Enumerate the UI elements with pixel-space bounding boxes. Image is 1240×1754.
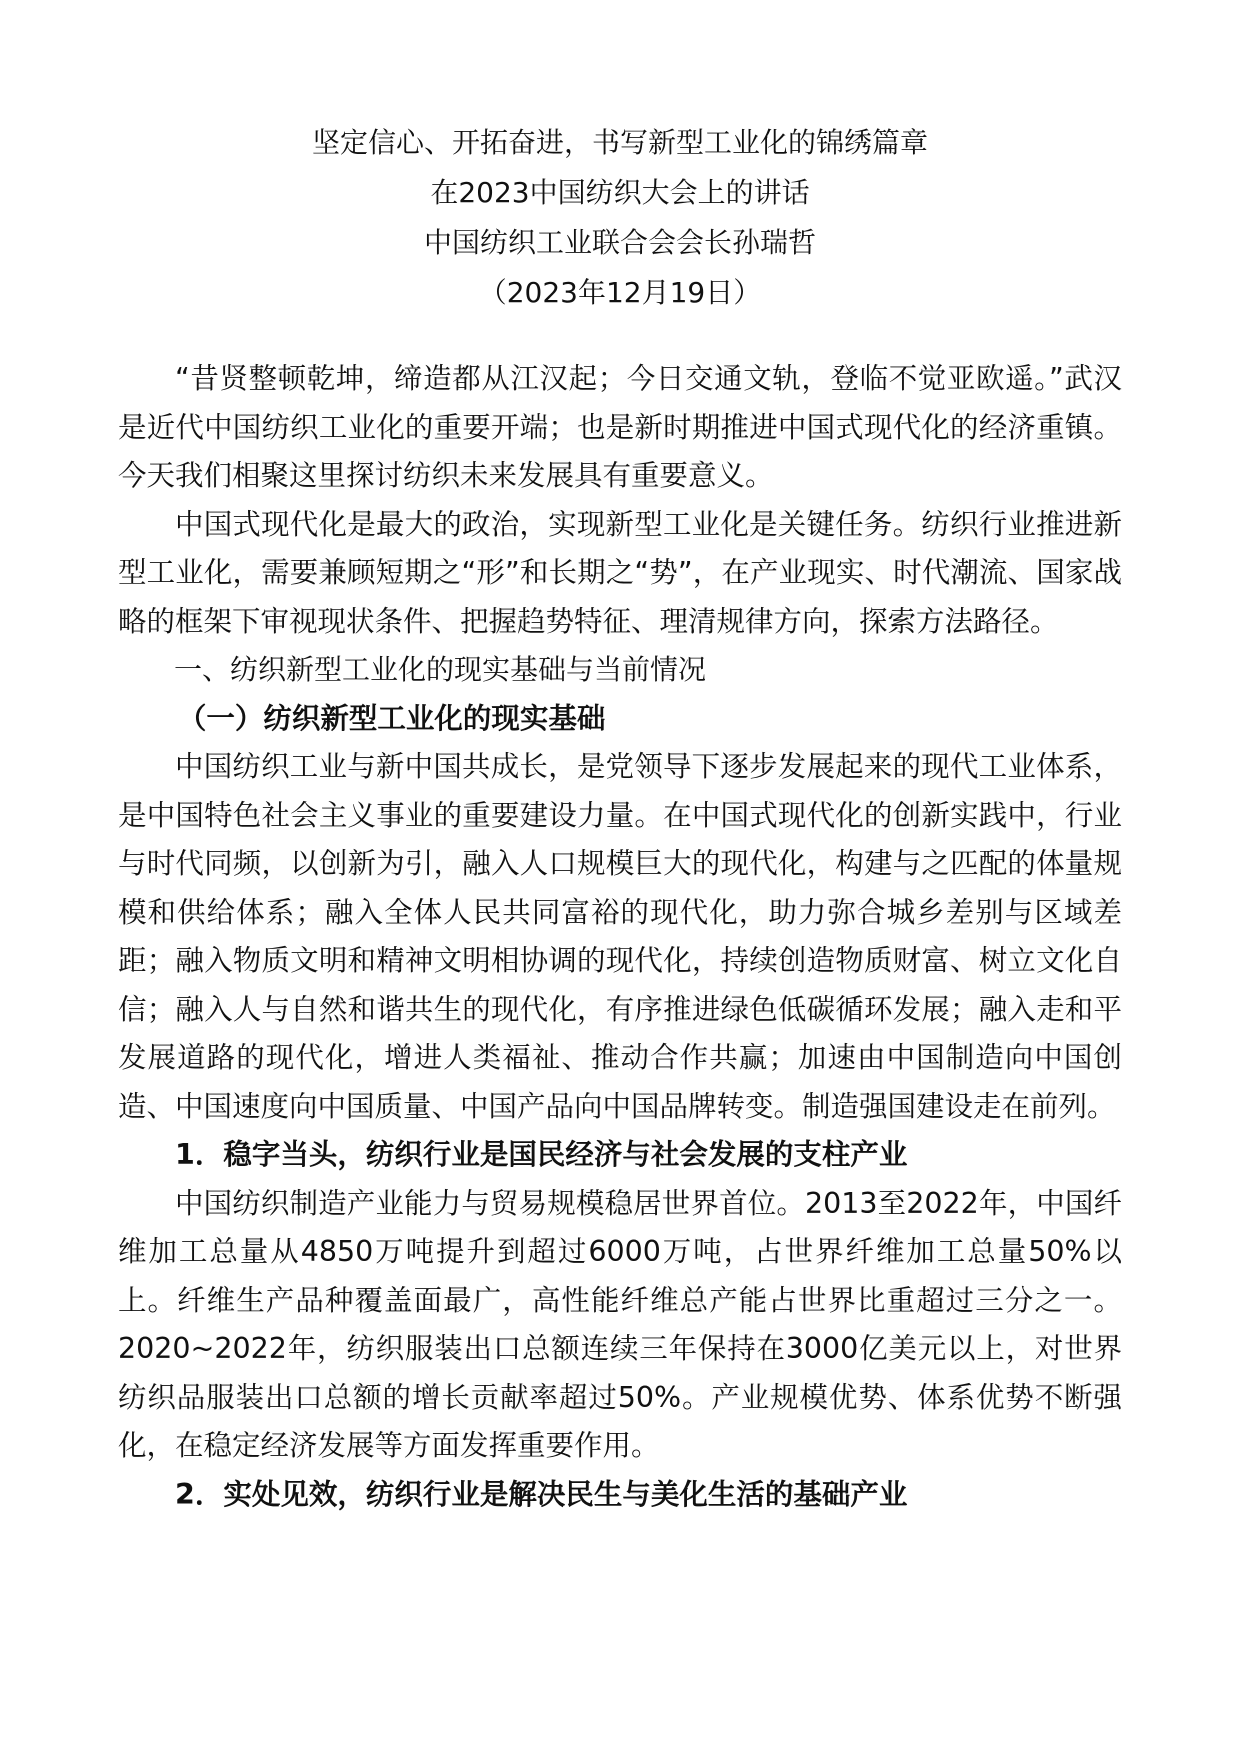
speaker-line: 中国纺织工业联合会会长孙瑞哲: [423, 226, 816, 259]
paragraph-intro: “昔贤整顿乾坤，缔造都从江汉起；今日交通文轨，登临不觉亚欧遥。”武汉是近代中国纺织工业化的重要开端；也是新时期推进中国式现代化的经济重镇。今天我们相聚这里探讨纺织未来发展具有重要意义。: [118, 362, 1122, 492]
document-subtitle: 在2023中国纺织大会上的讲话: [430, 176, 810, 209]
date-line: （2023年12月19日）: [478, 276, 762, 309]
section-heading-1: 一、纺织新型工业化的现实基础与当前情况: [174, 653, 707, 686]
paragraph-scale: 中国纺织制造产业能力与贸易规模稳居世界首位。2013至2022年，中国纤维加工总量从4850万吨提升到超过6000万吨，占世界纤维加工总量50%以上。纤维生产品种覆盖面最广，高性能纤维总产能占世界比重超过三分之一。2020~2022年，纺织服装出口总额连续三年保持在3000亿美元以上，对世界纺织品服装出口总额的增长贡献率超过50%。产业规模优势、体系优势不断强化，在稳定经济发展等方面发挥重要作用。: [118, 1186, 1122, 1462]
paragraph-foundation: 中国纺织工业与新中国共成长，是党领导下逐步发展起来的现代工业体系，是中国特色社会主义事业的重要建设力量。在中国式现代化的创新实践中，行业与时代同频，以创新为引，融入人口规模巨大的现代化，构建与之匹配的体量规模和供给体系；融入全体人民共同富裕的现代化，助力弥合城乡差别与区域差距；融入物质文明和精神文明相协调的现代化，持续创造物质财富、树立文化自信；融入人与自然和谐共生的现代化，有序推进绿色低碳循环发展；融入走和平发展道路的现代化，增进人类福祉、推动合作共赢；加速由中国制造向中国创造、中国速度向中国质量、中国产品向中国品牌转变。制造强国建设走在前列。: [118, 750, 1122, 1123]
paragraph-modernization: 中国式现代化是最大的政治，实现新型工业化是关键任务。纺织行业推进新型工业化，需要兼顾短期之“形”和长期之“势”，在产业现实、时代潮流、国家战略的框架下审视现状条件、把握趋势特征、理清规律方向，探索方法路径。: [118, 507, 1122, 638]
document-body: [118, 355, 1122, 1519]
subsection-heading-1: （一）纺织新型工业化的现实基础: [177, 701, 606, 735]
point-heading-2: 2．实处见效，纺织行业是解决民生与美化生活的基础产业: [175, 1477, 908, 1511]
point-heading-1: 1．稳字当头，纺织行业是国民经济与社会发展的支柱产业: [175, 1138, 908, 1171]
document-title: 坚定信心、开拓奋进，书写新型工业化的锦绣篇章: [311, 126, 928, 159]
title-block: [0, 118, 1240, 318]
